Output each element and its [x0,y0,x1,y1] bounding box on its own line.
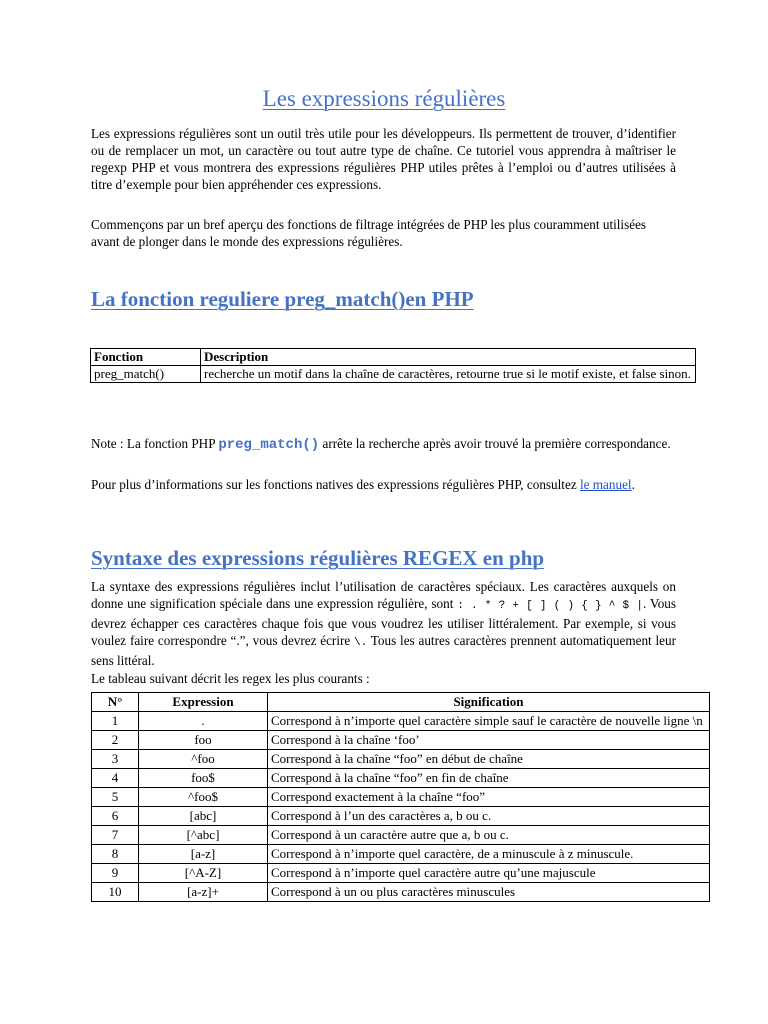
function-description-cell: recherche un motif dans la chaîne de caractères, retourne true si le motif existe, et false sinon. [201,366,696,383]
expression-cell: [abc] [139,807,268,826]
manual-link[interactable]: le manuel [579,477,632,492]
signification-cell: Correspond à n’importe quel caractère autre qu’une majuscule [268,864,710,883]
row-number-cell: 4 [92,769,139,788]
table-row [92,807,710,826]
function-table [90,348,696,383]
row-number-cell: 10 [92,883,139,902]
row-number-cell: 8 [92,845,139,864]
note-suffix: arrête la recherche après avoir trouvé la première correspondance. [319,436,671,451]
intro-paragraph-2: Commençons par un bref aperçu des fonctions de filtrage intégrées de PHP les plus couramment utilisées avant de plonger dans le monde des expressions régulières. [91,217,647,249]
syntax-text-end: Tous les autres caractères prennent automatiquement leur sens littéral. [91,633,677,668]
table-row [92,712,710,731]
regex-table [91,692,710,902]
row-number-cell: 1 [92,712,139,731]
table-header-cell: Fonction [91,349,201,366]
intro-paragraph-1: Les expressions régulières sont un outil très utile pour les développeurs. Ils permettent de trouver, d’identifier ou de remplacer un mot, un caractère ou tout autre type de chaîne. Ce tutoriel vous apprendra à maîtriser le regexp PHP et vous montrera des expressions régulières PHP utiles prêtes à l’emploi ou d’autres utilisées à titre d’exemple pour bien appréhender ces expressions. [91,126,676,192]
table-header-cell: Description [201,349,696,366]
signification-cell: Correspond à n’importe quel caractère simple sauf le caractère de nouvelle ligne \n [268,712,710,731]
more-info-paragraph [91,476,676,493]
expression-cell: foo [139,731,268,750]
function-name-cell: preg_match() [91,366,201,383]
more-info-text: Pour plus d’informations sur les fonctions natives des expressions régulières PHP, consultez [91,477,580,492]
expression-cell: foo$ [139,769,268,788]
syntax-paragraph [91,578,676,669]
row-number-cell: 5 [92,788,139,807]
note-prefix: Note : La fonction PHP [91,436,219,451]
expression-cell: [a-z] [139,845,268,864]
special-characters: : . * ? + [ ] ( ) { } ^ $ | [457,600,643,612]
table-row [92,845,710,864]
table-row [92,788,710,807]
table-row [92,750,710,769]
table-row [92,883,710,902]
expression-cell: [^abc] [139,826,268,845]
expression-cell: ^foo$ [139,788,268,807]
table-header-cell: N° [92,693,139,712]
signification-cell: Correspond à n’importe quel caractère, de a minuscule à z minuscule. [268,845,710,864]
signification-cell: Correspond à la chaîne ‘foo’ [268,731,710,750]
row-number-cell: 9 [92,864,139,883]
expression-cell: [^A-Z] [139,864,268,883]
expression-cell: . [139,712,268,731]
signification-cell: Correspond à l’un des caractères a, b ou c. [268,807,710,826]
expression-cell: [a-z]+ [139,883,268,902]
table-row [91,366,696,383]
signification-cell: Correspond exactement à la chaîne “foo” [268,788,710,807]
section-heading-preg-match: La fonction reguliere preg_match()en PHP [91,287,474,311]
expression-cell: ^foo [139,750,268,769]
table-row [92,864,710,883]
table-header-row [92,693,710,712]
more-info-suffix: . [631,477,635,492]
table-row [92,769,710,788]
table-row [92,731,710,750]
table-header-cell: Expression [139,693,268,712]
signification-cell: Correspond à la chaîne “foo” en fin de chaîne [268,769,710,788]
row-number-cell: 3 [92,750,139,769]
table-row [92,826,710,845]
table-header-cell: Signification [268,693,710,712]
row-number-cell: 2 [92,731,139,750]
syntax-text-mid: . Vous devrez échapper ces caractères chaque fois que vous voudrez les utiliser littéralement. Par exemple, si vous voulez faire correspondre “.”, vous devrez écrire [91,596,677,648]
code-preg-match: preg_match() [218,437,320,453]
page-title: Les expressions régulières [262,86,506,111]
note-paragraph [91,435,676,454]
signification-cell: Correspond à un ou plus caractères minuscules [268,883,710,902]
signification-cell: Correspond à la chaîne “foo” en début de chaîne [268,750,710,769]
section-heading-syntax: Syntaxe des expressions régulières REGEX en php [91,546,545,570]
row-number-cell: 7 [92,826,139,845]
syntax-text: La syntaxe des expressions régulières inclut l’utilisation de caractères spéciaux. Les caractères auxquels on donne une signification spéciale dans une expression régulière, sont [91,579,676,611]
row-number-cell: 6 [92,807,139,826]
table-header-row [91,349,696,366]
table-intro: Le tableau suivant décrit les regex les plus courants : [91,671,370,686]
escape-example: \. [354,637,368,649]
signification-cell: Correspond à un caractère autre que a, b ou c. [268,826,710,845]
